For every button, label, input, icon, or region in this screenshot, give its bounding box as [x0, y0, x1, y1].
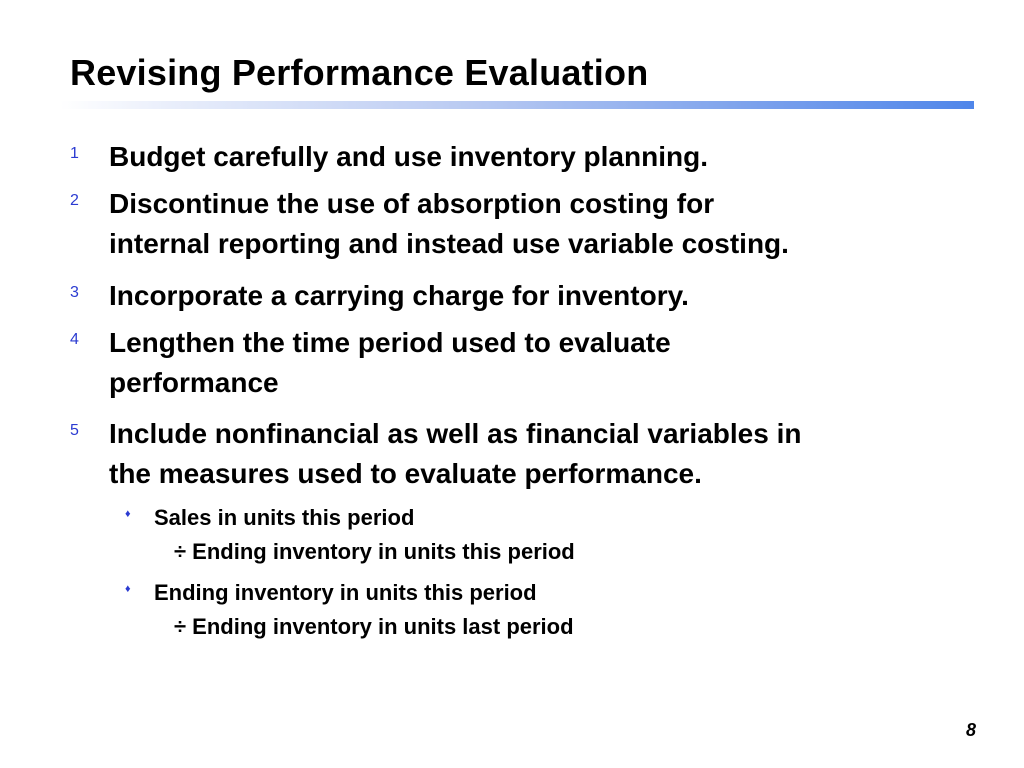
- item-line: Incorporate a carrying charge for inventory.: [109, 280, 689, 311]
- item-text: [109, 276, 969, 316]
- slide-title: Revising Performance Evaluation: [70, 52, 649, 93]
- sub-item-line: Ending inventory in units this period: [154, 580, 537, 605]
- sub-item-divisor-line: ÷ Ending inventory in units this period: [174, 539, 575, 564]
- diamond-bullet-icon: ♦: [125, 583, 131, 595]
- item-number: 2: [70, 192, 79, 209]
- item-text: [109, 323, 969, 403]
- item-line: Lengthen the time period used to evaluate: [109, 327, 671, 358]
- item-number: 3: [70, 284, 79, 301]
- item-text: [109, 414, 969, 494]
- item-text: [109, 137, 969, 177]
- page-number: 8: [966, 720, 977, 740]
- item-number: 5: [70, 422, 79, 439]
- item-text: [109, 184, 969, 264]
- item-line: internal reporting and instead use variable costing.: [109, 228, 789, 259]
- item-number: 4: [70, 331, 79, 348]
- item-line: performance: [109, 367, 279, 398]
- item-line: Include nonfinancial as well as financial variables in: [109, 418, 802, 449]
- diamond-bullet-icon: ♦: [125, 508, 131, 520]
- item-line: Discontinue the use of absorption costing for: [109, 188, 715, 219]
- item-line: the measures used to evaluate performance.: [109, 458, 702, 489]
- item-number: 1: [70, 145, 79, 162]
- item-line: Budget carefully and use inventory planning.: [109, 141, 708, 172]
- sub-item-divisor-line: ÷ Ending inventory in units last period: [174, 614, 574, 639]
- sub-item-text: [154, 501, 954, 569]
- sub-item-line: Sales in units this period: [154, 505, 415, 530]
- sub-item-text: [154, 576, 954, 644]
